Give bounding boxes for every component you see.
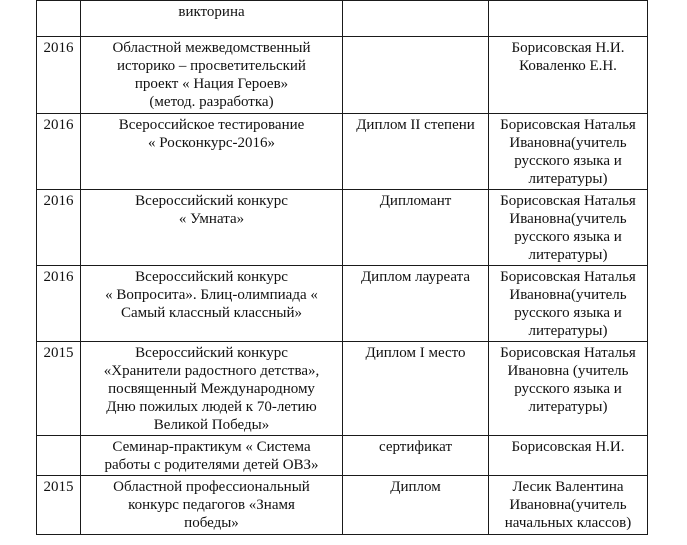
person-line: Лесик Валентина	[512, 479, 624, 495]
table-row	[37, 190, 648, 266]
event-line: викторина	[178, 4, 245, 20]
table-row	[37, 436, 648, 476]
person-cell	[489, 1, 648, 37]
result-cell	[343, 266, 489, 342]
event-line: Самый классный классный»	[120, 305, 303, 321]
person-line: Борисовская Н.И.	[511, 40, 625, 56]
event-cell	[81, 37, 343, 114]
result-cell	[343, 342, 489, 436]
event-cell	[81, 476, 343, 535]
person-line: русского языка и	[514, 229, 622, 245]
year-cell	[37, 1, 81, 37]
person-line: начальных классов)	[504, 515, 632, 531]
year-cell: 2016	[37, 37, 81, 114]
person-line: литературы)	[528, 399, 608, 415]
person-cell	[489, 476, 648, 535]
event-line: Великой Победы»	[153, 417, 270, 433]
event-line: работы с родителями детей ОВЗ»	[104, 457, 319, 473]
event-line: (метод. разработка)	[149, 94, 274, 110]
person-line: литературы)	[528, 171, 608, 187]
person-line: Ивановна(учитель	[509, 135, 627, 151]
event-line: « Вопросита». Блиц-олимпиада «	[105, 287, 318, 303]
person-cell	[489, 266, 648, 342]
person-line: русского языка и	[514, 381, 622, 397]
event-line: Всероссийское тестирование	[118, 117, 305, 133]
person-line: русского языка и	[514, 305, 622, 321]
result-line: Диплом I место	[365, 345, 466, 361]
result-cell	[343, 190, 489, 266]
year-cell	[37, 436, 81, 476]
person-line: Ивановна(учитель	[509, 497, 627, 513]
person-line: Ивановна (учитель	[507, 363, 629, 379]
person-line: литературы)	[528, 323, 608, 339]
result-cell	[343, 1, 489, 37]
event-cell	[81, 436, 343, 476]
result-cell	[343, 37, 489, 114]
event-line: проект « Нация Героев»	[134, 76, 289, 92]
event-cell	[81, 266, 343, 342]
event-line: Всероссийский конкурс	[135, 269, 288, 285]
event-line: Всероссийский конкурс	[135, 193, 288, 209]
table-row	[37, 342, 648, 436]
person-cell	[489, 190, 648, 266]
year-cell: 2016	[37, 266, 81, 342]
year-cell: 2016	[37, 114, 81, 190]
event-line: победы»	[184, 515, 239, 531]
event-line: историко – просветительский	[117, 58, 306, 74]
person-line: Ивановна(учитель	[509, 211, 627, 227]
year-cell: 2016	[37, 190, 81, 266]
awards-table	[36, 0, 648, 535]
event-line: Областной межведомственный	[112, 40, 311, 56]
year-cell: 2015	[37, 342, 81, 436]
result-line: Диплом лауреата	[360, 269, 471, 285]
event-cell	[81, 114, 343, 190]
year-cell: 2015	[37, 476, 81, 535]
table-row	[37, 476, 648, 535]
event-line: Дню пожилых людей к 70-летию	[106, 399, 317, 415]
event-cell	[81, 342, 343, 436]
person-line: литературы)	[528, 247, 608, 263]
event-line: Всероссийский конкурс	[135, 345, 288, 361]
person-line: Борисовская Наталья	[500, 117, 636, 133]
person-cell	[489, 37, 648, 114]
event-line: «Хранители радостного детства»,	[103, 363, 320, 379]
result-line: Дипломант	[379, 193, 452, 209]
result-line: сертификат	[378, 439, 452, 455]
event-line: посвященный Международному	[108, 381, 315, 397]
person-line: Борисовская Наталья	[500, 345, 636, 361]
result-cell	[343, 476, 489, 535]
person-line: Коваленко Е.Н.	[519, 58, 617, 74]
result-cell	[343, 114, 489, 190]
person-cell	[489, 436, 648, 476]
event-cell	[81, 190, 343, 266]
result-line: Диплом	[390, 479, 441, 495]
event-line: « Умната»	[178, 211, 245, 227]
table-row	[37, 37, 648, 114]
event-line: Семинар-практикум « Система	[112, 439, 311, 455]
event-line: конкурс педагогов «Знамя	[128, 497, 295, 513]
person-cell	[489, 114, 648, 190]
event-line: « Росконкурс-2016»	[147, 135, 276, 151]
table-row	[37, 266, 648, 342]
person-cell	[489, 342, 648, 436]
result-cell	[343, 436, 489, 476]
table-row	[37, 1, 648, 37]
result-line: Диплом II степени	[356, 117, 475, 133]
person-line: Ивановна(учитель	[509, 287, 627, 303]
table-row	[37, 114, 648, 190]
event-cell	[81, 1, 343, 37]
person-line: Борисовская Н.И.	[511, 439, 625, 455]
person-line: русского языка и	[514, 153, 622, 169]
event-line: Областной профессиональный	[113, 479, 310, 495]
person-line: Борисовская Наталья	[500, 193, 636, 209]
person-line: Борисовская Наталья	[500, 269, 636, 285]
